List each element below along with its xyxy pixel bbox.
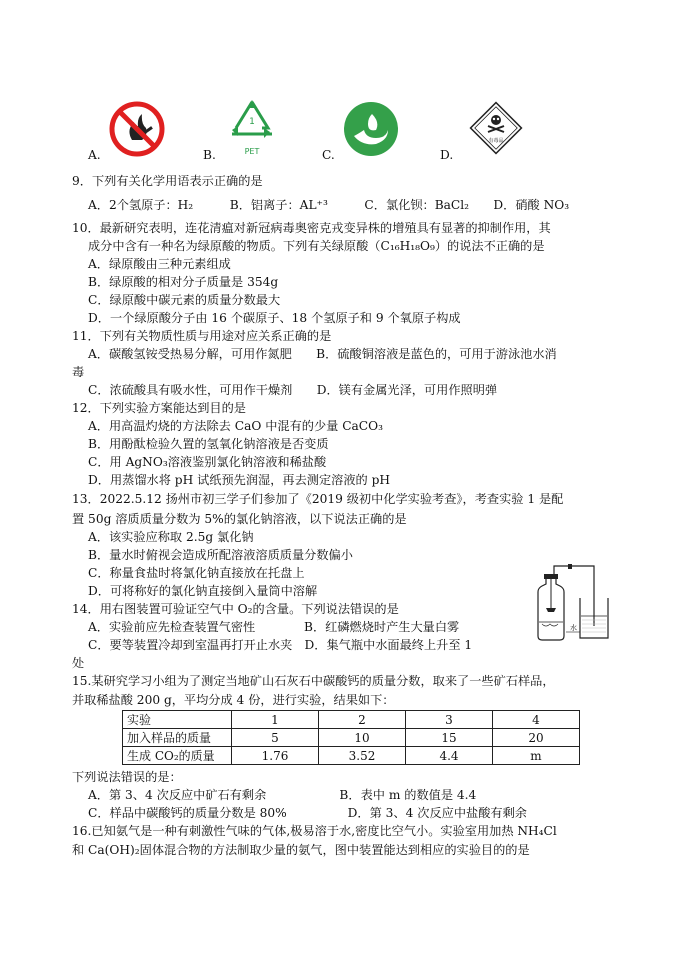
table-cell: 加入样品的质量 xyxy=(123,729,232,747)
table-cell: 3.52 xyxy=(319,747,406,765)
table-cell: 1.76 xyxy=(232,747,319,765)
toxic-label: 有毒品 xyxy=(488,138,504,144)
table-cell: 20 xyxy=(493,729,580,747)
q14-options-ab: A．实验前应先检查装置气密性 B．红磷燃烧时产生大量白雾 xyxy=(88,620,460,634)
q14-options-cd: C．要等装置冷却到室温再打开止水夹 D．集气瓶中水面最终上升至 1 xyxy=(88,638,473,652)
table-cell: m xyxy=(493,747,580,765)
table-cell: 1 xyxy=(232,711,319,729)
q15-results-table xyxy=(122,710,580,765)
q11-options-cd: C．浓硫酸具有吸水性，可用作干燥剂 D．镁有金属光泽，可用作照明弹 xyxy=(88,383,498,397)
q11-options-ab-cont: 毒 xyxy=(72,365,85,379)
table-cell: 15 xyxy=(406,729,493,747)
recycle-number: 1 xyxy=(249,117,255,127)
table-cell: 实验 xyxy=(123,711,232,729)
table-cell: 3 xyxy=(406,711,493,729)
pet-label: PET xyxy=(244,147,260,156)
q10-option-a: A．绿原酸由三种元素组成 xyxy=(88,257,231,271)
q16-stem-line2: 和 Ca(OH)₂固体混合物的方法制取少量的氨气，图中装置能达到相应的实验目的的是 xyxy=(72,843,530,857)
q13-stem-line1: 13．2022.5.12 扬州市初三学子们参加了《2019 级初中化学实验考查》，考查实验 1 是配 xyxy=(72,492,564,506)
q11-options-ab: A．碳酸氢铵受热易分解，可用作氮肥 B．硫酸铜溶液是蓝色的，可用于游泳池水消 xyxy=(88,347,557,361)
q13-option-c: C．称量食盐时将氯化钠直接放在托盘上 xyxy=(88,566,305,580)
q8-option-d-label: D. xyxy=(440,148,454,162)
q15-options-cd: C．样品中碳酸钙的质量分数是 80% D．第 3、4 次反应中盐酸有剩余 xyxy=(88,806,527,820)
q15-stem-line2: 并取稀盐酸 200 g，平均分成 4 份，进行实验，结果如下： xyxy=(72,693,395,707)
q8-option-a-label: A. xyxy=(88,148,101,162)
q13-stem-line2: 置 50g 溶质质量分数为 5%的氯化钠溶液，以下说法正确的是 xyxy=(72,512,407,526)
q12-option-d: D．用蒸馏水将 pH 试纸预先润湿，再去测定溶液的 pH xyxy=(88,473,391,487)
q12-stem: 12．下列实验方案能达到目的是 xyxy=(72,401,246,415)
q15-stem-line1: 15.某研究学习小组为了测定当地矿山石灰石中碳酸钙的质量分数，取来了一些矿石样品， xyxy=(72,674,555,688)
oxygen-apparatus-diagram xyxy=(530,562,614,644)
q15-options-ab: A．第 3、4 次反应中矿石有剩余 B．表中 m 的数值是 4.4 xyxy=(88,788,477,802)
q10-stem-line1: 10．最新研究表明，连花清瘟对新冠病毒奥密克戎变异株的增殖具有显著的抑制作用，其 xyxy=(72,221,551,235)
table-cell: 2 xyxy=(319,711,406,729)
toxic-hazard-icon xyxy=(466,98,526,158)
table-row xyxy=(123,729,580,747)
q10-option-c: C．绿原酸中碳元素的质量分数最大 xyxy=(88,293,281,307)
q10-option-d: D．一个绿原酸分子由 16 个碳原子、18 个氢原子和 9 个氧原子构成 xyxy=(88,311,461,325)
q13-option-d: D．可将称好的氯化钠直接倒入量筒中溶解 xyxy=(88,584,318,598)
green-food-icon xyxy=(342,100,400,158)
q12-option-c: C．用 AgNO₃溶液鉴别氯化钠溶液和稀盐酸 xyxy=(88,455,327,469)
table-cell: 4 xyxy=(493,711,580,729)
q8-option-c-label: C. xyxy=(322,148,335,162)
q11-stem: 11．下列有关物质性质与用途对应关系正确的是 xyxy=(72,329,332,343)
table-cell: 10 xyxy=(319,729,406,747)
q16-stem-line1: 16.已知氨气是一种有刺激性气味的气体,极易溶于水,密度比空气小。实验室用加热 NH₄Cl xyxy=(72,824,557,838)
table-cell: 4.4 xyxy=(406,747,493,765)
q10-option-b: B．绿原酸的相对分子质量是 354g xyxy=(88,275,279,289)
q9-stem: 9．下列有关化学用语表示正确的是 xyxy=(72,174,263,188)
table-row xyxy=(123,747,580,765)
q13-option-b: B．量水时俯视会造成所配溶液溶质质量分数偏小 xyxy=(88,548,353,562)
water-label: 水 xyxy=(570,624,577,632)
q10-stem-line2: 成分中含有一种名为绿原酸的物质。下列有关绿原酸（C₁₆H₁₈O₉）的说法不正确的是 xyxy=(88,239,545,253)
no-fire-icon xyxy=(108,100,166,158)
q12-option-a: A．用高温灼烧的方法除去 CaO 中混有的少量 CaCO₃ xyxy=(88,419,383,433)
q14-stem: 14．用右图装置可验证空气中 O₂的含量。下列说法错误的是 xyxy=(72,602,399,616)
q9-options: A．2个氢原子：H₂ B．铝离子：AL⁺³ C．氯化钡：BaCl₂ D．硝酸 NO₃ xyxy=(88,198,570,212)
table-row xyxy=(123,711,580,729)
q13-option-a: A．该实验应称取 2.5g 氯化钠 xyxy=(88,530,254,544)
q8-option-b-label: B. xyxy=(203,148,216,162)
q12-option-b: B．用酚酞检验久置的氢氧化钠溶液是否变质 xyxy=(88,437,329,451)
table-cell: 生成 CO₂的质量 xyxy=(123,747,232,765)
pet-recycle-icon xyxy=(224,98,280,160)
q14-options-cd-cont: 处 xyxy=(72,656,85,670)
q15-after-table: 下列说法错误的是： xyxy=(72,770,182,784)
table-cell: 5 xyxy=(232,729,319,747)
